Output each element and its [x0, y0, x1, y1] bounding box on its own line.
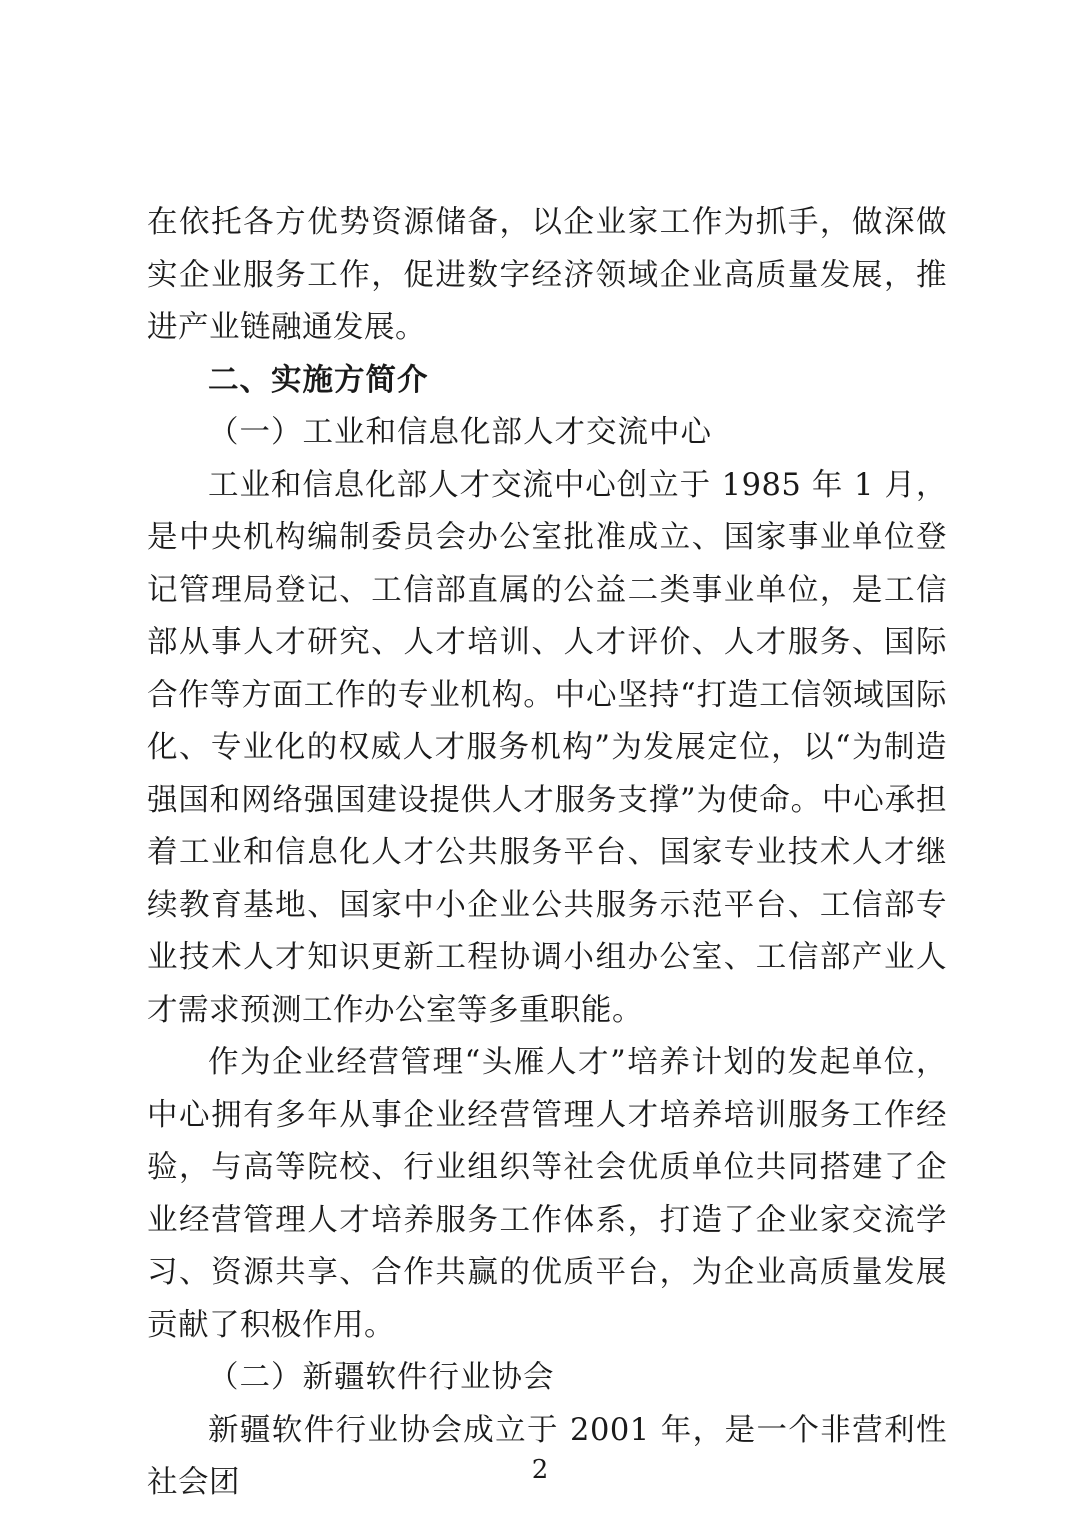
- paragraph-software-association: 新疆软件行业协会成立于 2001 年，是一个非营利性社会团: [147, 1412, 947, 1500]
- paragraph-talent-center: 工业和信息化部人才交流中心创立于 1985 年 1 月，是中央机构编制委员会办公室批准成立、国家事业单位登记管理局登记、工信部直属的公益二类事业单位，是工信部从事人才研究、人才培训、人才评价、人才服务、国际合作等方面工作的专业机构。中心坚持“打造工信领域国际化、专业化的权威人才服务机构”为发展定位，以“为制造强国和网络强国建设提供人才服务支撑”为使命。中心承担着工业和信息化人才公共服务平台、国家专业技术人才继续教育基地、国家中小企业公共服务示范平台、工信部专业技术人才知识更新工程协调小组办公室、工信部产业人才需求预测工作办公室等多重职能。: [147, 467, 947, 1028]
- paragraph-talent-program: 作为企业经营管理“头雁人才”培养计划的发起单位，中心拥有多年从事企业经营管理人才培养培训服务工作经验，与高等院校、行业组织等社会优质单位共同搭建了企业经营管理人才培养服务工作体系，打造了企业家交流学习、资源共享、合作共赢的优质平台，为企业高质量发展贡献了积极作用。: [147, 1045, 947, 1343]
- page-number: 2: [531, 1455, 549, 1485]
- subsection-heading-1: （一）工业和信息化部人才交流中心: [208, 415, 712, 450]
- section-heading: 二、实施方简介: [208, 362, 429, 398]
- subsection-heading-2: （二）新疆软件行业协会: [208, 1360, 555, 1395]
- paragraph-continuation: 在依托各方优势资源储备，以企业家工作为抓手，做深做实企业服务工作，促进数字经济领域企业高质量发展，推进产业链融通发展。: [147, 205, 947, 345]
- body-text: [147, 197, 947, 1510]
